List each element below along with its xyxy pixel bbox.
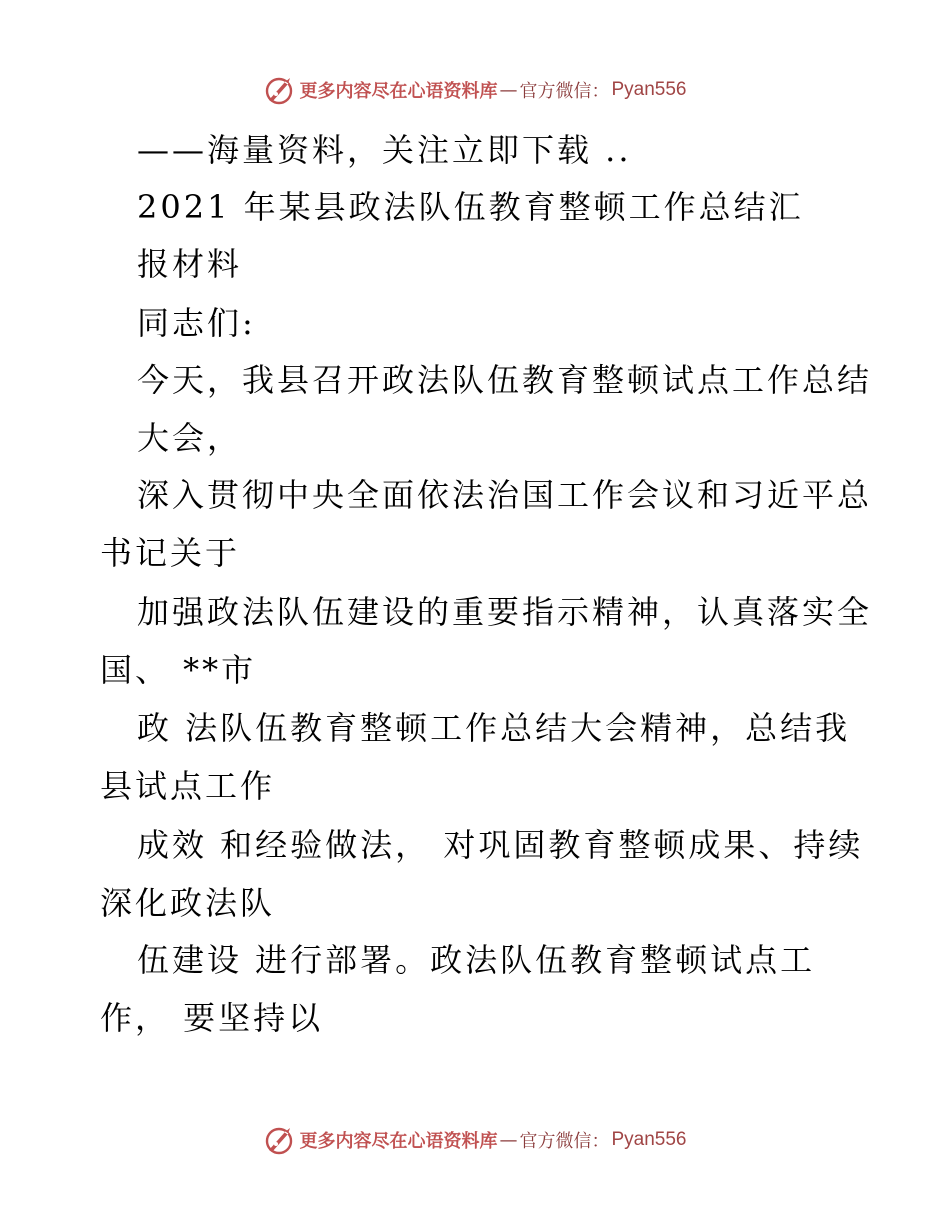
watermark-site-text: 更多内容尽在心语资料库 bbox=[299, 81, 498, 102]
watermark-wechat-id: Pyan556 bbox=[611, 79, 687, 100]
doc-line-13: 成效 和经验做法， 对巩固教育整顿成果、持续 bbox=[137, 826, 864, 864]
watermark-label: 官方微信： bbox=[519, 1131, 610, 1152]
doc-line-11: 政 法队伍教育整顿工作总结大会精神，总结我 bbox=[137, 709, 851, 747]
doc-line-6: 大会， bbox=[137, 419, 243, 457]
doc-line-14: 深化政法队 bbox=[100, 884, 276, 922]
watermark-wechat-id: Pyan556 bbox=[611, 1129, 687, 1150]
doc-line-8: 书记关于 bbox=[100, 534, 241, 572]
watermark-separator: — bbox=[499, 1129, 518, 1151]
doc-line-2: 2021 年某县政法队伍教育整顿工作总结汇 bbox=[137, 188, 804, 226]
doc-line-15: 伍建设 进行部署。政法队伍教育整顿试点工 bbox=[137, 941, 816, 979]
doc-line-4: 同志们: bbox=[137, 304, 256, 342]
watermark-label: 官方微信： bbox=[519, 81, 610, 102]
doc-line-7: 深入贯彻中央全面依法治国工作会议和习近平总 bbox=[137, 476, 873, 514]
footer-watermark bbox=[0, 1122, 950, 1158]
doc-line-16: 作， 要坚持以 bbox=[100, 999, 324, 1037]
doc-line-3: 报材料 bbox=[137, 245, 243, 283]
watermark-site-text: 更多内容尽在心语资料库 bbox=[299, 1131, 498, 1152]
watermark-separator: — bbox=[499, 79, 518, 101]
doc-line-9: 加强政法队伍建设的重要指示精神，认真落实全 bbox=[137, 593, 873, 631]
doc-line-10: 国、 **市 bbox=[100, 651, 257, 689]
pen-logo-icon bbox=[263, 1124, 295, 1156]
doc-line-12: 县试点工作 bbox=[100, 767, 276, 805]
doc-line-1: ——海量资料，关注立即下载 .. bbox=[137, 131, 632, 169]
doc-line-5: 今天，我县召开政法队伍教育整顿试点工作总结 bbox=[137, 361, 873, 399]
